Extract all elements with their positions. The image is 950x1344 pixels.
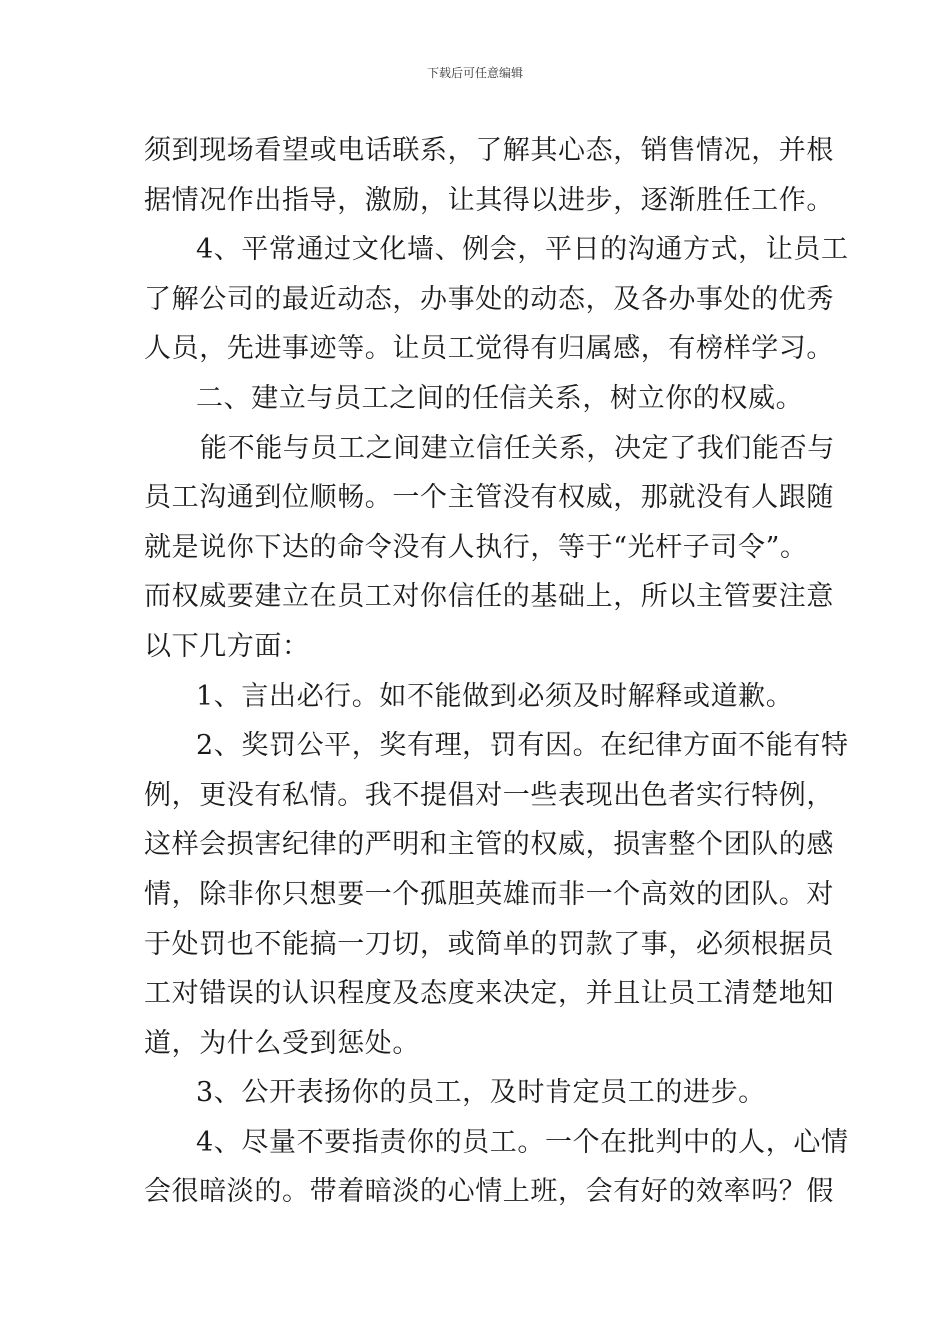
text-line: 道，为什么受到惩处。 xyxy=(144,1027,420,1059)
text-line: 3、公开表扬你的员工，及时肯定员工的进步。 xyxy=(196,1077,766,1109)
text-line: 而权威要建立在员工对你信任的基础上，所以主管要注意 xyxy=(144,581,834,613)
text-line: 须到现场看望或电话联系，了解其心态，销售情况，并根 xyxy=(144,135,834,166)
text-line: 这样会损害纪律的严明和主管的权威，损害整个团队的感 xyxy=(144,829,834,861)
section-heading: 二、建立与员工之间的任信关系，树立你的权威。 xyxy=(196,382,804,414)
text-line: 据情况作出指导，激励，让其得以进步，逐渐胜任工作。 xyxy=(144,184,834,216)
document-body xyxy=(144,126,849,1217)
text-line: 情，除非你只想要一个孤胆英雄而非一个高效的团队。对 xyxy=(144,878,834,910)
text-line: 以下几方面： xyxy=(144,630,310,662)
page-header: 下载后可任意编辑 xyxy=(426,66,523,80)
text-line: 就是说你下达的命令没有人执行，等于“光杆子司令”。 xyxy=(144,531,808,563)
text-line: 4、尽量不要指责你的员工。一个在批判中的人，心情 xyxy=(196,1126,849,1158)
text-line: 于处罚也不能搞一刀切，或简单的罚款了事，必须根据员 xyxy=(144,928,834,960)
text-line: 会很暗淡的。带着暗淡的心情上班，会有好的效率吗？假 xyxy=(144,1176,834,1208)
text-line: 了解公司的最近动态，办事处的动态，及各办事处的优秀 xyxy=(144,283,834,315)
text-line: 人员，先进事迹等。让员工觉得有归属感，有榜样学习。 xyxy=(144,333,834,365)
text-line: 例，更没有私情。我不提倡对一些表现出色者实行特例， xyxy=(144,779,834,811)
text-line: 1、言出必行。如不能做到必须及时解释或道歉。 xyxy=(196,680,794,712)
text-line: 能不能与员工之间建立信任关系，决定了我们能否与 xyxy=(200,432,835,464)
text-line: 工对错误的认识程度及态度来决定，并且让员工清楚地知 xyxy=(144,978,834,1010)
text-line: 4、平常通过文化墙、例会，平日的沟通方式，让员工 xyxy=(196,234,849,266)
text-line: 2、奖罚公平，奖有理，罚有因。在纪律方面不能有特 xyxy=(196,730,849,762)
text-line: 员工沟通到位顺畅。一个主管没有权威，那就没有人跟随 xyxy=(144,482,834,514)
